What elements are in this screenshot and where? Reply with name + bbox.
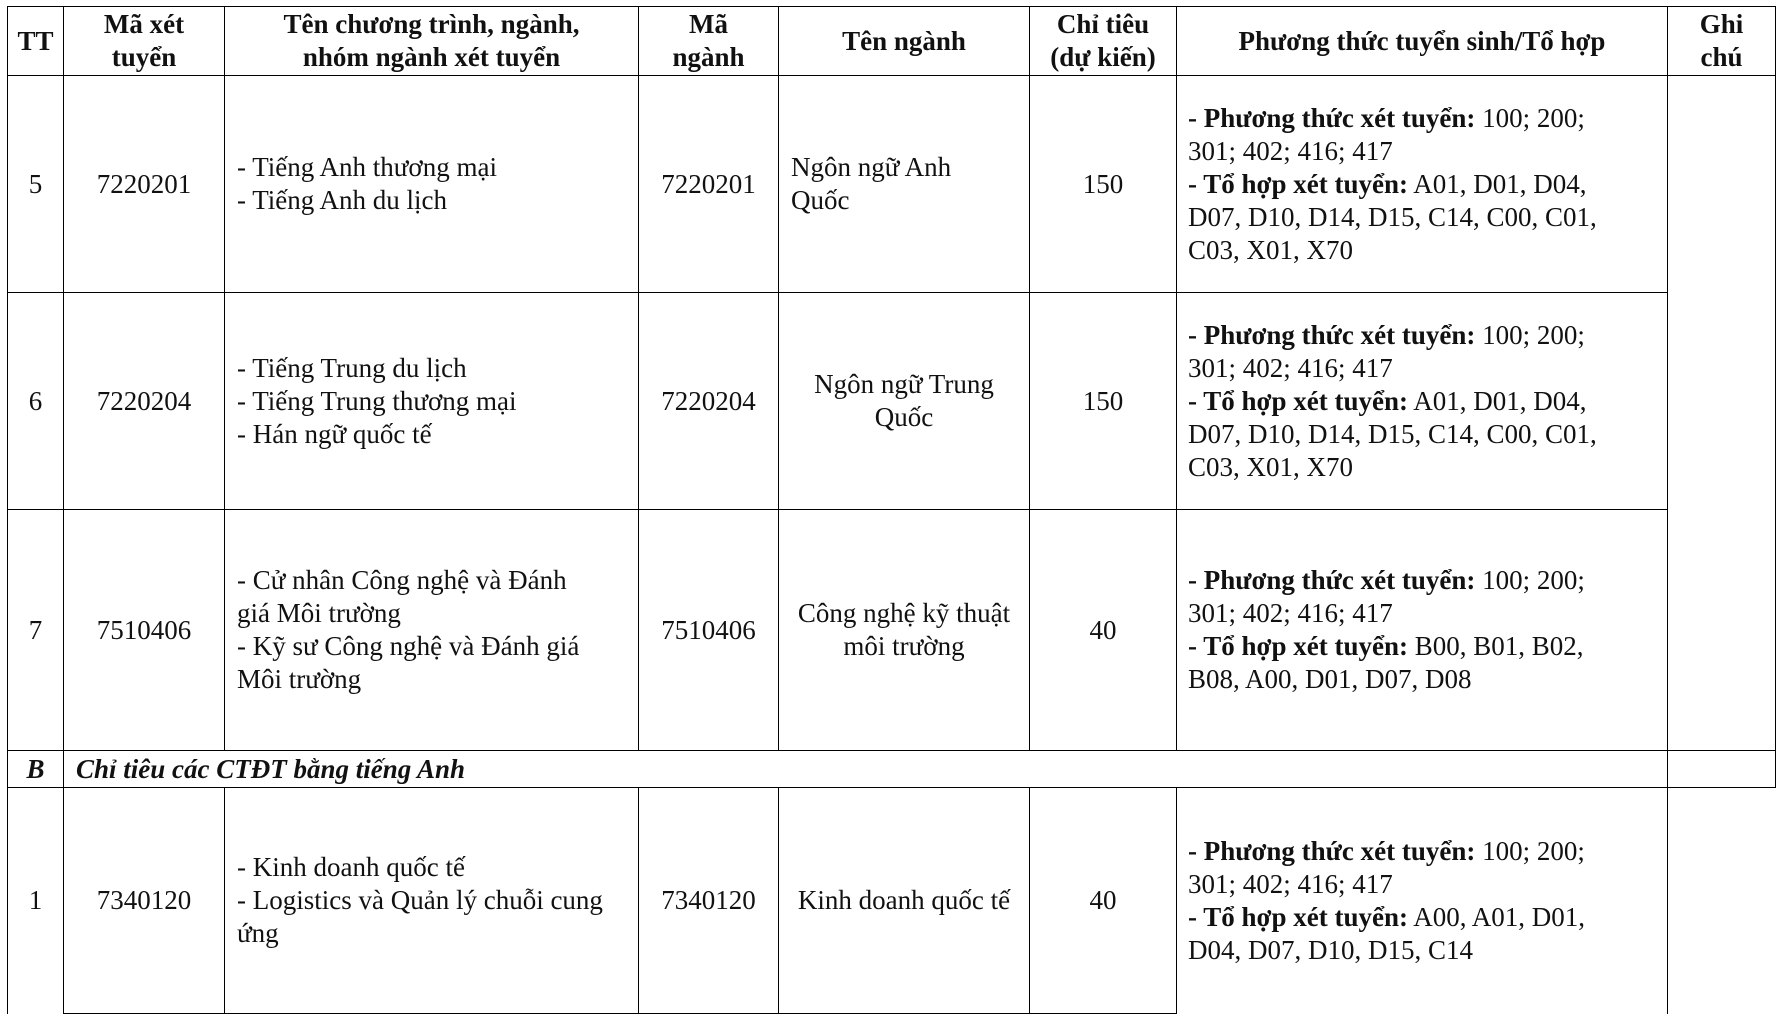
section-b-title: Chỉ tiêu các CTĐT bằng tiếng Anh	[64, 751, 1668, 788]
row-ghi-chu	[1668, 76, 1776, 751]
row-chi-tieu: 150	[1030, 293, 1177, 510]
row-programs: - Cử nhân Công nghệ và Đánh giá Môi trường - Kỹ sư Công nghệ và Đánh giá Môi trường	[225, 510, 639, 751]
row-ten-nganh: Công nghệ kỹ thuật môi trường	[779, 510, 1030, 751]
row-ma-xet-tuyen: 7220204	[64, 293, 225, 510]
row-method: - Phương thức xét tuyển: 100; 200; 301; 402; 416; 417 - Tổ hợp xét tuyển: A00, A01, D01, D04, D07, D10, D15, C14	[1177, 788, 1668, 1014]
row-chi-tieu: 40	[1030, 510, 1177, 751]
section-b-label: B	[8, 751, 64, 788]
row-chi-tieu: 150	[1030, 76, 1177, 293]
row-chi-tieu: 40	[1030, 788, 1177, 1014]
row-ma-xet-tuyen: 7340120	[64, 788, 225, 1014]
row-programs: - Tiếng Anh thương mại - Tiếng Anh du lịch	[225, 76, 639, 293]
row-ma-nganh: 7220201	[639, 76, 779, 293]
row-method: - Phương thức xét tuyển: 100; 200; 301; 402; 416; 417 - Tổ hợp xét tuyển: A01, D01, D04, D07, D10, D14, D15, C14, C00, C01, C03, X01, X70	[1177, 293, 1668, 510]
header-chi-tieu: Chỉ tiêu (dự kiến)	[1030, 7, 1177, 76]
table-row	[8, 293, 1776, 510]
row-ma-nganh: 7510406	[639, 510, 779, 751]
row-tt: 6	[8, 293, 64, 510]
header-row	[8, 7, 1776, 76]
row-ten-nganh: Ngôn ngữ Anh Quốc	[779, 76, 1030, 293]
row-ma-xet-tuyen: 7510406	[64, 510, 225, 751]
table-row	[8, 510, 1776, 751]
combo-label: - Tổ hợp xét tuyển:	[1188, 901, 1408, 932]
row-method: - Phương thức xét tuyển: 100; 200; 301; 402; 416; 417 - Tổ hợp xét tuyển: A01, D01, D04, D07, D10, D14, D15, C14, C00, C01, C03, X01, X70	[1177, 76, 1668, 293]
method-label: - Phương thức xét tuyển:	[1188, 102, 1476, 133]
header-ma-xet-tuyen: Mã xét tuyển	[64, 7, 225, 76]
admissions-table-sheet	[7, 6, 1776, 1014]
combo-label: - Tổ hợp xét tuyển:	[1188, 168, 1408, 199]
combo-label: - Tổ hợp xét tuyển:	[1188, 385, 1408, 416]
row-ma-xet-tuyen: 7220201	[64, 76, 225, 293]
method-label: - Phương thức xét tuyển:	[1188, 565, 1476, 595]
row-ghi-chu	[1668, 788, 1776, 1014]
row-programs: - Tiếng Trung du lịch - Tiếng Trung thương mại - Hán ngữ quốc tế	[225, 293, 639, 510]
header-tt: TT	[8, 7, 64, 76]
row-ten-nganh: Ngôn ngữ Trung Quốc	[779, 293, 1030, 510]
header-ten-nganh: Tên ngành	[779, 7, 1030, 76]
row-tt: 5	[8, 76, 64, 293]
row-tt: 1	[8, 788, 64, 1014]
row-ma-nganh: 7340120	[639, 788, 779, 1014]
row-programs: - Kinh doanh quốc tế - Logistics và Quản lý chuỗi cung ứng	[225, 788, 639, 1014]
admissions-table	[7, 6, 1776, 1014]
row-tt: 7	[8, 510, 64, 751]
combo-label: - Tổ hợp xét tuyển:	[1188, 631, 1408, 661]
table-row	[8, 788, 1776, 1014]
header-ghi-chu: Ghi chú	[1668, 7, 1776, 76]
row-ma-nganh: 7220204	[639, 293, 779, 510]
method-label: - Phương thức xét tuyển:	[1188, 835, 1476, 866]
header-ten-chuong-trinh: Tên chương trình, ngành, nhóm ngành xét tuyển	[225, 7, 639, 76]
method-label: - Phương thức xét tuyển:	[1188, 319, 1476, 350]
header-phuong-thuc: Phương thức tuyển sinh/Tổ hợp	[1177, 7, 1668, 76]
table-row	[8, 76, 1776, 293]
row-method: - Phương thức xét tuyển: 100; 200; 301; 402; 416; 417 - Tổ hợp xét tuyển: B00, B01, B02, B08, A00, D01, D07, D08	[1177, 510, 1668, 751]
section-b-row	[8, 751, 1776, 788]
header-ma-nganh: Mã ngành	[639, 7, 779, 76]
row-ten-nganh: Kinh doanh quốc tế	[779, 788, 1030, 1014]
section-b-ghi-chu	[1668, 751, 1776, 788]
